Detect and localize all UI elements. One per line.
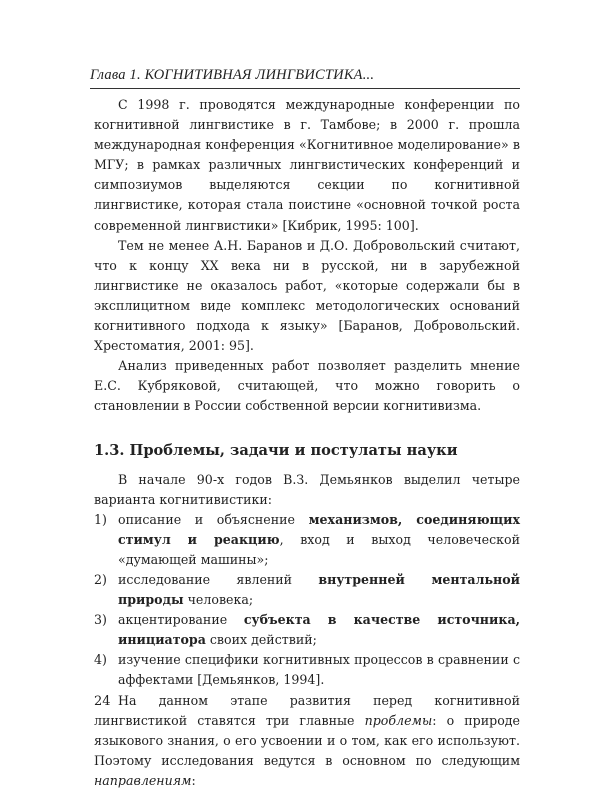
list-item-text — [118, 650, 520, 690]
list-item-number: 1) — [94, 511, 107, 527]
list-item-text-part: человека; — [183, 592, 254, 608]
paragraph-text-part: : о природе языкового знания, о его усвоении и о том, как его используют. Поэтому исследования ведутся в основном по следующим — [94, 712, 520, 768]
list-item — [94, 510, 520, 570]
section-intro: В начале 90-х годов В.З. Демьянков выделил четыре варианта когнитивистики: — [94, 471, 520, 507]
page-number: 24 — [94, 694, 111, 709]
list-item-text — [118, 610, 520, 650]
running-head-title: Глава 1. КОГНИТИВНАЯ ЛИНГВИСТИКА... — [90, 67, 375, 83]
list-item — [94, 650, 520, 690]
list-item-text — [118, 510, 520, 570]
list-item-emphasis: механизмов, соединяющих стимул и реакцию — [118, 511, 520, 547]
list-item-text-part: своих действий; — [205, 632, 317, 648]
emphasis-problems: проблемы — [364, 712, 433, 728]
list-item-text-part: , вход и выход человеческой «думающей машины»; — [118, 531, 521, 567]
list-item-number: 3) — [94, 612, 107, 628]
list-item-text-part: исследование явлений — [118, 571, 319, 587]
list-item-emphasis: субъекта в качестве источника, инициатора — [118, 612, 520, 648]
paragraph-text-part: На данном этапе развития перед когнитивной лингвистикой ставятся три главные — [94, 692, 520, 728]
list-item-emphasis: внутренней ментальной природы — [118, 571, 520, 608]
list-item-number: 2) — [94, 571, 107, 587]
list-item-text-part: акцентирование — [118, 612, 244, 628]
list-item-text-part: изучение специфики когнитивных процессов в сравнении с аффектами [Демьянков, 1994]. — [118, 652, 520, 688]
cognitive-variants-list — [94, 510, 520, 691]
list-item-text-part: описание и объяснение — [118, 511, 309, 527]
list-item — [94, 610, 520, 650]
emphasis-directions: направлениям — [94, 772, 192, 788]
paragraph-problems — [94, 691, 520, 791]
page-body — [94, 95, 520, 791]
list-item-text — [118, 570, 520, 610]
section-heading: 1.3. Проблемы, задачи и постулаты науки — [94, 441, 458, 459]
paragraph-baranov: Тем не менее А.Н. Баранов и Д.О. Добровольский считают, что к концу XX века ни в русской, ни в зарубежной лингвистике не оказалось работ, «которые содержали бы в эксплицитном виде комплекс методологических оснований когнитивного подхода к языку» [Баранов, Добровольский. Хрестоматия, 2001: 95]. — [94, 237, 520, 354]
header-divider — [90, 88, 520, 89]
list-item — [94, 570, 520, 610]
list-item-number: 4) — [94, 652, 107, 668]
paragraph-analysis: Анализ приведенных работ позволяет разделить мнение Е.С. Кубряковой, считающей, что можно говорить о становлении в России собственной версии когнитивизма. — [94, 358, 520, 414]
paragraph-text-part: : — [191, 772, 196, 788]
paragraph-conferences: С 1998 г. проводятся международные конференции по когнитивной лингвистике в г. Тамбове; в 2000 г. прошла международная конференция «Когнитивное моделирование» в МГУ; в рамках различных лингвистических конференций и симпозиумов выделяются секции по когнитивной лингвистике, которая стала поистине «основной точкой роста современной лингвистики» [Кибрик, 1995: 100]. — [94, 97, 520, 233]
